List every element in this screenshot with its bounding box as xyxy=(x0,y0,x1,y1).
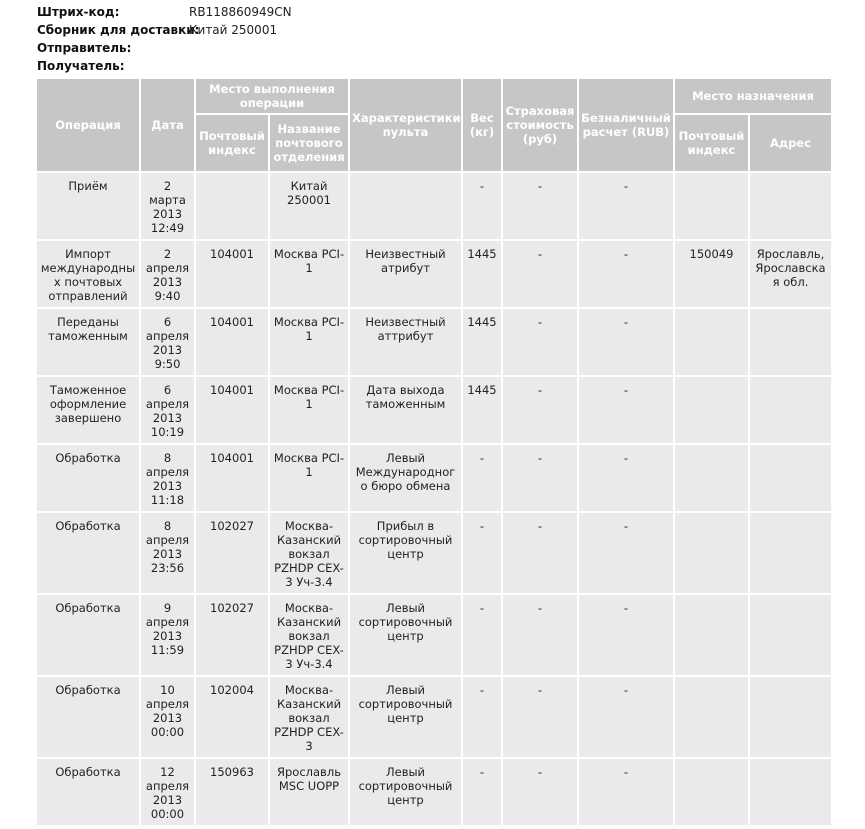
table-row xyxy=(37,445,831,511)
collector-label: Сборник для доставки: xyxy=(37,23,200,37)
cell-weight: - xyxy=(463,445,501,511)
cell-office: Ярославль MSC UOPP xyxy=(270,759,348,825)
cell-operation: Обработка xyxy=(37,445,139,511)
cell-dest-address xyxy=(750,513,831,593)
cell-date: 2 апреля 2013 9:40 xyxy=(141,241,194,307)
cell-date: 6 апреля 2013 10:19 xyxy=(141,377,194,443)
cell-dest-address xyxy=(750,377,831,443)
cell-dest-index xyxy=(675,595,748,675)
barcode-row xyxy=(37,3,292,21)
header-dest-index: Почтовый индекс xyxy=(675,115,748,171)
cell-date: 10 апреля 2013 00:00 xyxy=(141,677,194,757)
tracking-table xyxy=(35,77,833,827)
cell-office: Москва PCI-1 xyxy=(270,241,348,307)
cell-index: 102004 xyxy=(196,677,268,757)
sender-label: Отправитель: xyxy=(37,41,132,55)
cell-office: Москва-Казанский вокзал PZHDP CEX-3 xyxy=(270,677,348,757)
cell-operation: Импорт международных почтовых отправлений xyxy=(37,241,139,307)
cell-office: Москва PCI-1 xyxy=(270,309,348,375)
cell-date: 9 апреля 2013 11:59 xyxy=(141,595,194,675)
cell-cashless: - xyxy=(579,677,673,757)
cell-operation: Обработка xyxy=(37,759,139,825)
cell-dest-address xyxy=(750,309,831,375)
cell-weight: 1445 xyxy=(463,377,501,443)
cell-insurance: - xyxy=(503,595,577,675)
cell-dest-index xyxy=(675,759,748,825)
cell-date: 2 марта 2013 12:49 xyxy=(141,173,194,239)
cell-operation: Переданы таможенным xyxy=(37,309,139,375)
cell-weight: - xyxy=(463,759,501,825)
cell-date: 8 апреля 2013 23:56 xyxy=(141,513,194,593)
cell-operation: Обработка xyxy=(37,595,139,675)
cell-dest-index: 150049 xyxy=(675,241,748,307)
header-operation: Операция xyxy=(37,79,139,171)
recipient-row xyxy=(37,57,292,75)
cell-operation: Приём xyxy=(37,173,139,239)
cell-index: 150963 xyxy=(196,759,268,825)
cell-dest-index xyxy=(675,377,748,443)
cell-dest-address xyxy=(750,173,831,239)
cell-insurance: - xyxy=(503,513,577,593)
table-header xyxy=(37,79,831,171)
cell-date: 8 апреля 2013 11:18 xyxy=(141,445,194,511)
cell-dest-address: Ярославль, Ярославская обл. xyxy=(750,241,831,307)
table-row xyxy=(37,377,831,443)
header-date: Дата xyxy=(141,79,194,171)
cell-weight: 1445 xyxy=(463,241,501,307)
header-insurance: Страховая стоимость (руб) xyxy=(503,79,577,171)
cell-attribute: Неизвестный атрибут xyxy=(350,241,461,307)
cell-index: 104001 xyxy=(196,309,268,375)
cell-attribute: Левый сортировочный центр xyxy=(350,759,461,825)
cell-insurance: - xyxy=(503,241,577,307)
header-dest-address: Адрес xyxy=(750,115,831,171)
cell-index: 104001 xyxy=(196,377,268,443)
cell-office: Москва-Казанский вокзал PZHDP CEX-3 Уч-3.4 xyxy=(270,595,348,675)
cell-office: Москва PCI-1 xyxy=(270,377,348,443)
cell-cashless: - xyxy=(579,759,673,825)
cell-operation: Обработка xyxy=(37,513,139,593)
cell-cashless: - xyxy=(579,241,673,307)
cell-attribute: Неизвестный аттрибут xyxy=(350,309,461,375)
cell-office: Китай 250001 xyxy=(270,173,348,239)
cell-index: 104001 xyxy=(196,241,268,307)
collector-row xyxy=(37,21,292,39)
barcode-label: Штрих-код: xyxy=(37,5,120,19)
header-attributes: Характеристики пульта xyxy=(350,79,461,171)
cell-dest-index xyxy=(675,513,748,593)
header-destination: Место назначения xyxy=(675,79,831,113)
cell-insurance: - xyxy=(503,677,577,757)
cell-dest-address xyxy=(750,759,831,825)
table-row xyxy=(37,595,831,675)
cell-dest-address xyxy=(750,595,831,675)
header-weight: Вес (кг) xyxy=(463,79,501,171)
table-row xyxy=(37,173,831,239)
cell-index: 104001 xyxy=(196,445,268,511)
cell-dest-index xyxy=(675,309,748,375)
cell-office: Москва PCI-1 xyxy=(270,445,348,511)
collector-value: Китай 250001 xyxy=(189,23,278,37)
cell-attribute: Прибыл в сортировочный центр xyxy=(350,513,461,593)
cell-dest-address xyxy=(750,445,831,511)
cell-dest-address xyxy=(750,677,831,757)
cell-weight: - xyxy=(463,677,501,757)
cell-insurance: - xyxy=(503,377,577,443)
cell-operation: Обработка xyxy=(37,677,139,757)
cell-date: 12 апреля 2013 00:00 xyxy=(141,759,194,825)
cell-date: 6 апреля 2013 9:50 xyxy=(141,309,194,375)
cell-insurance: - xyxy=(503,759,577,825)
cell-index xyxy=(196,173,268,239)
cell-office: Москва-Казанский вокзал PZHDP CEX-3 Уч-3.4 xyxy=(270,513,348,593)
cell-attribute xyxy=(350,173,461,239)
cell-dest-index xyxy=(675,677,748,757)
table-row xyxy=(37,241,831,307)
cell-cashless: - xyxy=(579,595,673,675)
cell-cashless: - xyxy=(579,445,673,511)
header-cashless: Безналичный расчет (RUB) xyxy=(579,79,673,171)
cell-insurance: - xyxy=(503,309,577,375)
cell-cashless: - xyxy=(579,513,673,593)
cell-weight: - xyxy=(463,173,501,239)
cell-dest-index xyxy=(675,173,748,239)
cell-weight: - xyxy=(463,513,501,593)
cell-index: 102027 xyxy=(196,513,268,593)
cell-cashless: - xyxy=(579,309,673,375)
barcode-value: RB118860949CN xyxy=(189,5,292,19)
cell-weight: - xyxy=(463,595,501,675)
cell-cashless: - xyxy=(579,173,673,239)
recipient-label: Получатель: xyxy=(37,59,125,73)
cell-attribute: Дата выхода таможенным xyxy=(350,377,461,443)
table-row xyxy=(37,309,831,375)
header-place-index: Почтовый индекс xyxy=(196,115,268,171)
header-place: Место выполнения операции xyxy=(196,79,348,113)
cell-operation: Таможенное оформление завершено xyxy=(37,377,139,443)
cell-attribute: Левый сортировочный центр xyxy=(350,677,461,757)
cell-index: 102027 xyxy=(196,595,268,675)
cell-insurance: - xyxy=(503,173,577,239)
cell-attribute: Левый Международного бюро обмена xyxy=(350,445,461,511)
sender-row xyxy=(37,39,292,57)
cell-cashless: - xyxy=(579,377,673,443)
table-row xyxy=(37,513,831,593)
header-place-name: Название почтового отделения xyxy=(270,115,348,171)
cell-weight: 1445 xyxy=(463,309,501,375)
table-row xyxy=(37,677,831,757)
table-body xyxy=(37,173,831,825)
cell-dest-index xyxy=(675,445,748,511)
cell-insurance: - xyxy=(503,445,577,511)
shipment-info xyxy=(37,3,292,75)
cell-attribute: Левый сортировочный центр xyxy=(350,595,461,675)
table-row xyxy=(37,759,831,825)
